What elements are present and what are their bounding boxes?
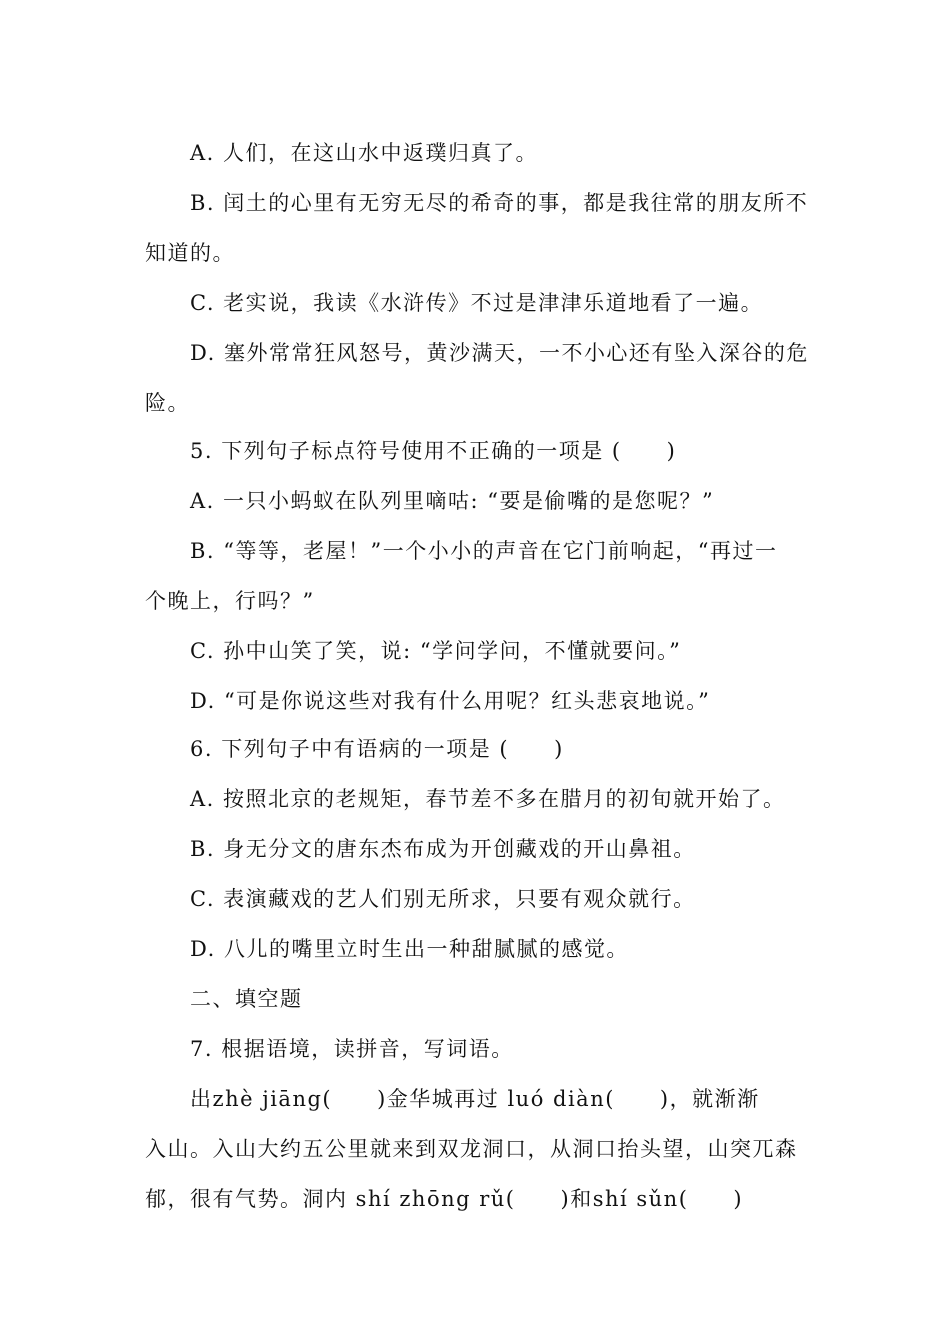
q6-option-c: C. 表演藏戏的艺人们别无所求，只要有观众就行。 — [190, 887, 696, 911]
q7-passage-line-1: 出zhè jiāng( )金华城再过 luó diàn( )，就渐渐 — [190, 1087, 760, 1111]
q6-option-d: D. 八儿的嘴里立时生出一种甜腻腻的感觉。 — [190, 937, 629, 961]
q5-option-b-continuation: 个晚上，行吗？” — [145, 589, 315, 613]
q5-option-a: A. 一只小蚂蚁在队列里嘀咕: “要是偷嘴的是您呢？” — [190, 489, 715, 513]
question-7: 7. 根据语境，读拼音，写词语。 — [190, 1037, 514, 1061]
q5-option-d: D. “可是你说这些对我有什么用呢？红头悲哀地说。” — [190, 689, 711, 713]
option-c-line: C. 老实说，我读《水浒传》不过是津津乐道地看了一遍。 — [190, 291, 764, 315]
q6-option-a: A. 按照北京的老规矩，春节差不多在腊月的初旬就开始了。 — [190, 787, 786, 811]
option-d-line: D. 塞外常常狂风怒号，黄沙满天，一不小心还有坠入深谷的危 — [190, 341, 809, 365]
q7-passage-line-3: 郁，很有气势。洞内 shí zhōng rǔ( )和shí sǔn( ) — [145, 1187, 744, 1211]
q5-option-c: C. 孙中山笑了笑，说: “学问学问，不懂就要问。” — [190, 639, 682, 663]
option-d-continuation: 险。 — [145, 391, 190, 415]
section-heading-fill-in: 二、填空题 — [190, 987, 303, 1011]
option-b-continuation: 知道的。 — [145, 241, 235, 265]
question-5: 5. 下列句子标点符号使用不正确的一项是 ( ) — [190, 439, 677, 463]
question-6: 6. 下列句子中有语病的一项是 ( ) — [190, 737, 564, 761]
q5-option-b: B. “等等，老屋！”一个小小的声音在它门前响起，“再过一 — [190, 539, 778, 563]
option-a-line: A. 人们，在这山水中返璞归真了。 — [190, 141, 539, 165]
q7-passage-line-2: 入山。入山大约五公里就来到双龙洞口，从洞口抬头望，山突兀森 — [145, 1137, 798, 1161]
q6-option-b: B. 身无分文的唐东杰布成为开创藏戏的开山鼻祖。 — [190, 837, 696, 861]
option-b-line: B. 闰土的心里有无穷无尽的希奇的事，都是我往常的朋友所不 — [190, 191, 809, 215]
